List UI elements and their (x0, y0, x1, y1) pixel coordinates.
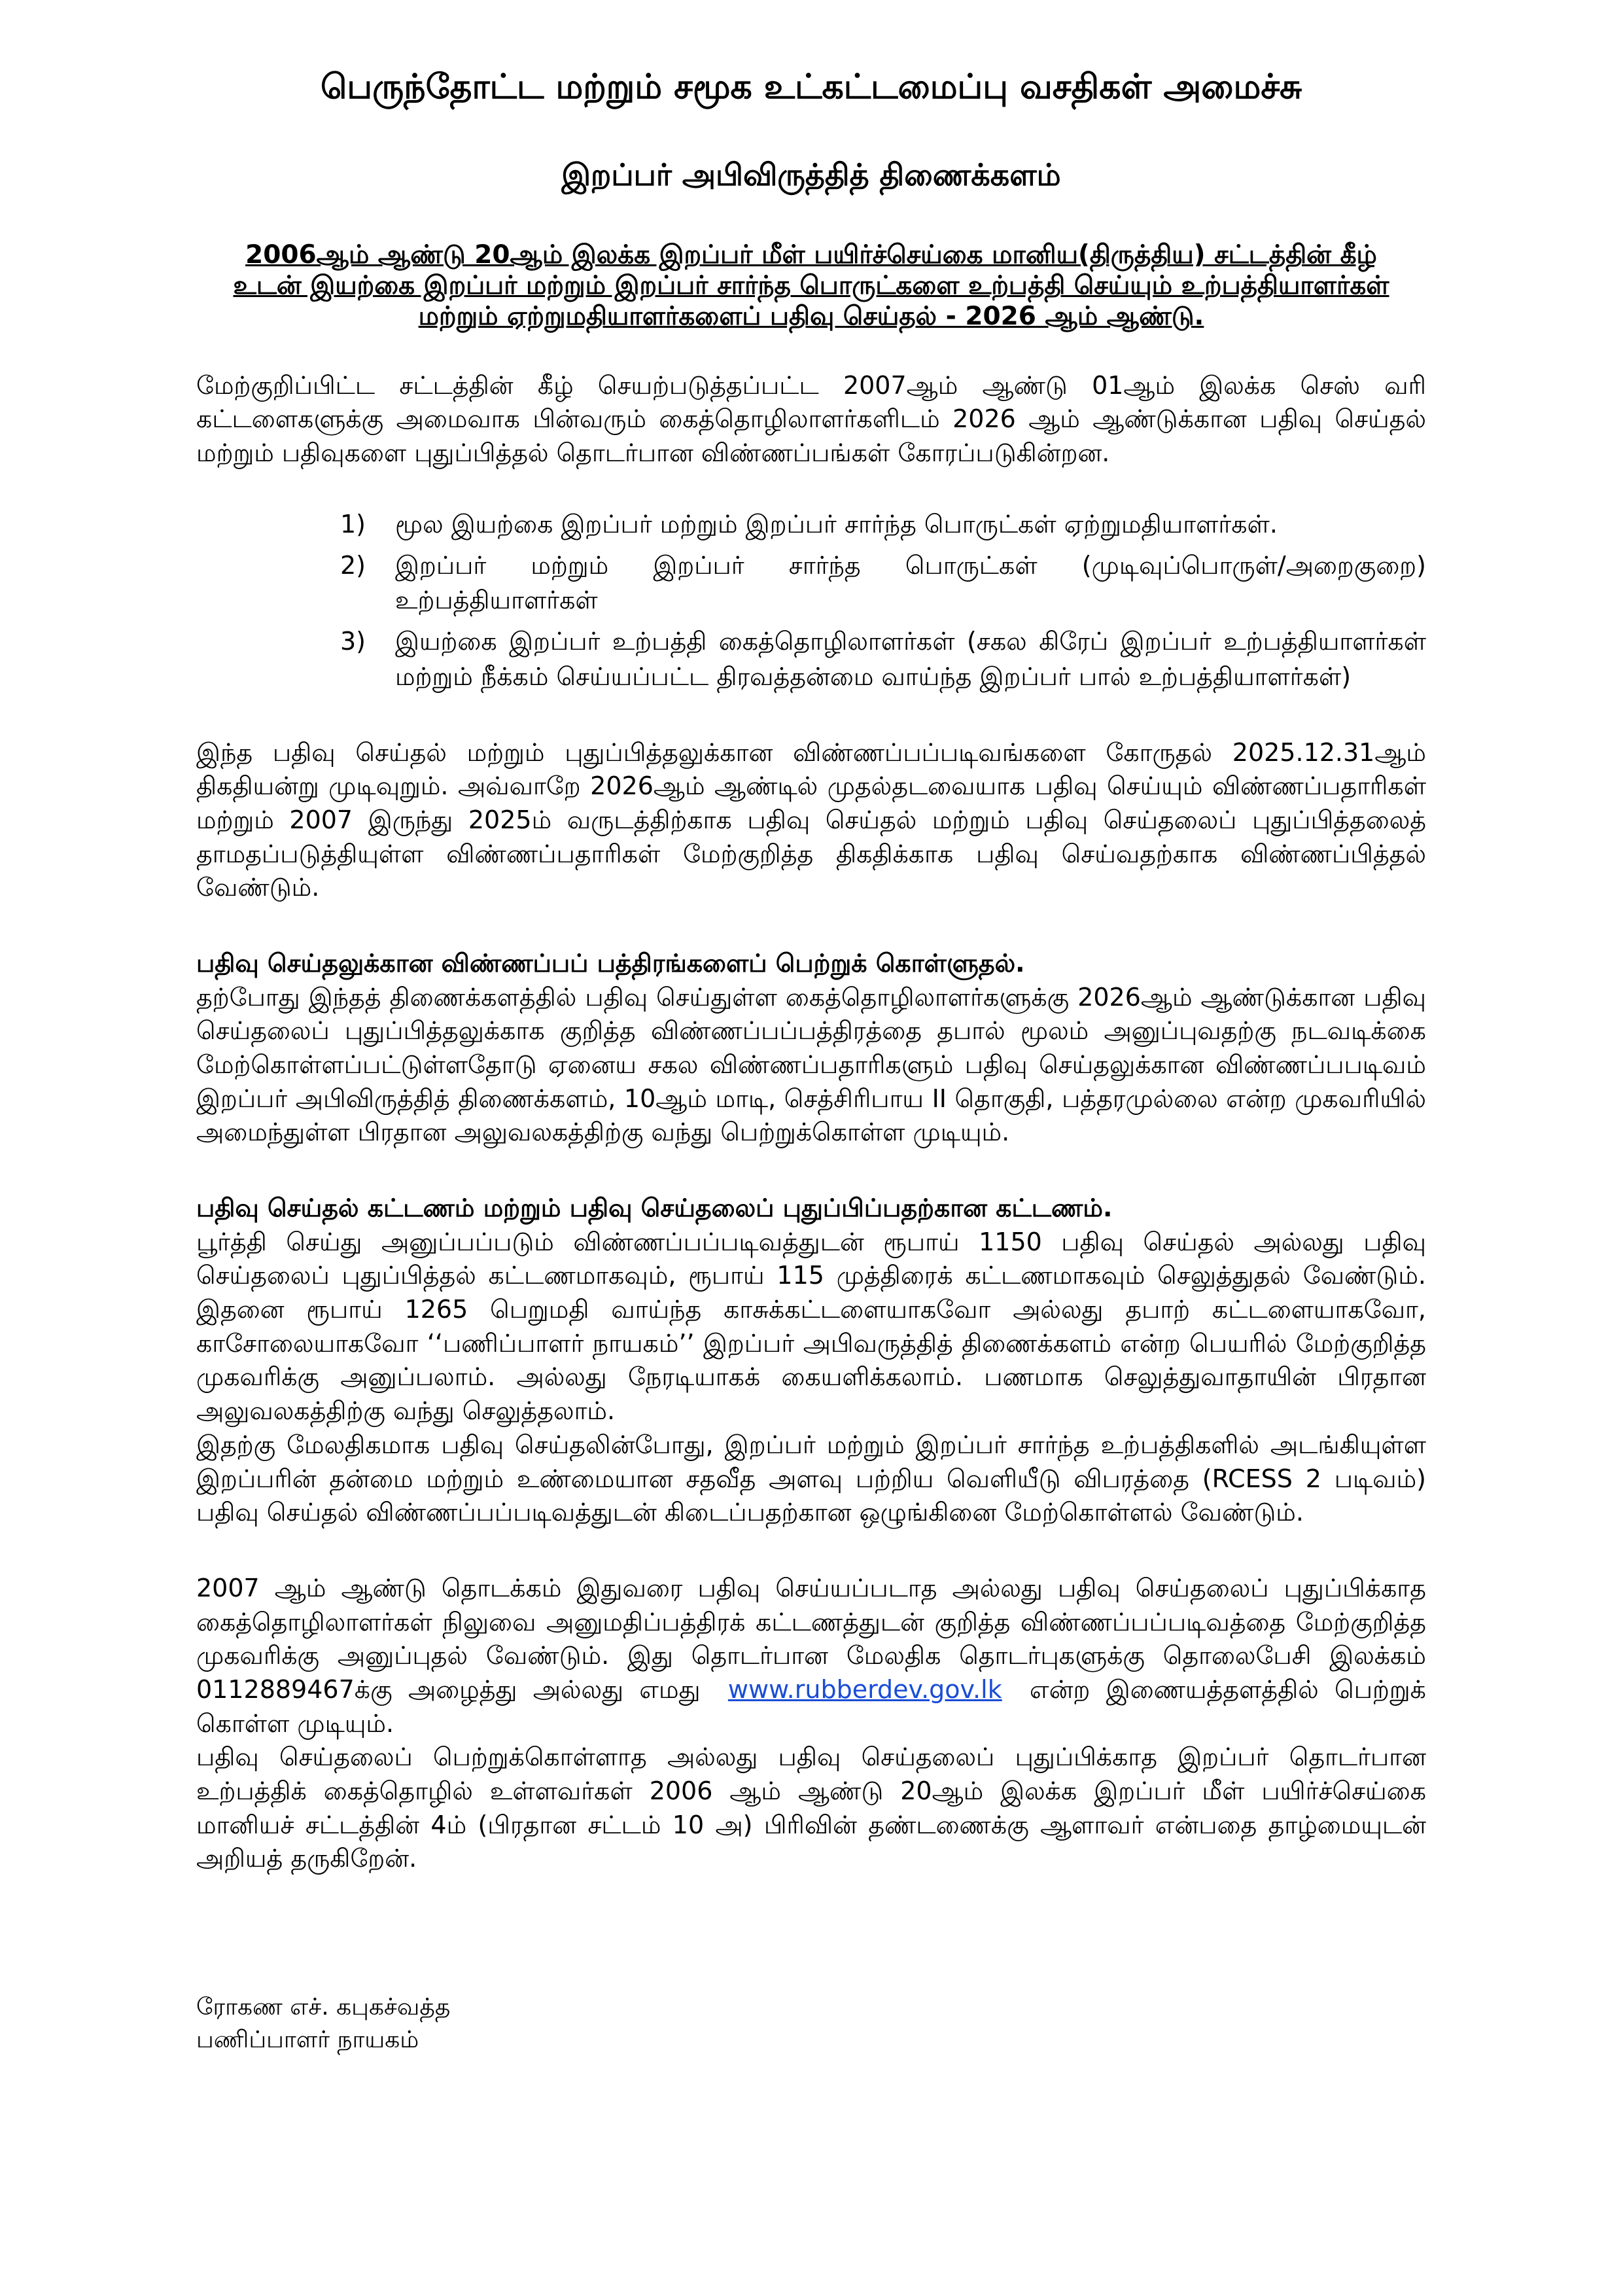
deadline-paragraph: இந்த பதிவு செய்தல் மற்றும் புதுப்பித்தலுக்கான விண்ணப்பப்படிவங்களை கோருதல் 2025.12.31ஆம் திகதியன்று முடிவுறும். அவ்வாறே 2026ஆம் ஆண்டில் முதல்தடவையாக பதிவு செய்யும் விண்ணப்பதாரிகள் மற்றும் 2007 இருந்து 2025ம் வருடத்திற்காக பதிவு செய்தல் மற்றும் பதிவு செய்தலைப் புதுப்பித்தலைத் தாமதப்படுத்தியுள்ள விண்ணப்பதாரிகள் மேற்குறித்த திகதிக்காக பதிவு செய்வதற்காக விண்ணப்பித்தல் வேண்டும். (196, 737, 1427, 902)
forms-section-text: தற்போது இந்தத் திணைக்களத்தில் பதிவு செய்துள்ள கைத்தொழிலாளர்களுக்கு 2026ஆம் ஆண்டுக்கான பதிவு செய்தலைப் புதுப்பித்தலுக்காக குறித்த விண்ணப்பப்பத்திரத்தை தபால் மூலம் அனுப்புவதற்கு நடவடிக்கை மேற்கொள்ளப்பட்டுள்ளதோடு ஏனைய சகல விண்ணப்பதாரிகளும் பதிவு செய்தலுக்கான விண்ணப்பபடிவம் இறப்பர் அபிவிருத்தித் திணைக்களம், 10ஆம் மாடி, செத்சிரிபாய II தொகுதி, பத்தரமுல்லை என்ற முகவரியில் அமைந்துள்ள பிரதான அலுவலகத்திற்கு வந்து பெற்றுக்கொள்ள முடியும். (196, 982, 1426, 1147)
list-item (196, 548, 1426, 618)
penalty-paragraph: பதிவு செய்தலைப் பெற்றுக்கொள்ளாத அல்லது பதிவு செய்தலைப் புதுப்பிக்காத இறப்பர் தொடர்பான உற்பத்திக் கைத்தொழில் உள்ளவர்கள் 2006 ஆம் ஆண்டு 20ஆம் இலக்க இறப்பர் மீள் பயிர்ச்செய்கை மானியச் சட்டத்தின் 4ம் (பிரதான சட்டம் 10 அ) பிரிவின் தண்டணைக்கு ஆளாவர் என்பதை தாழ்மையுடன் அறியத் தருகிறேன். (196, 1742, 1426, 1873)
list-item (196, 507, 1426, 542)
signatory-name: ரோகண எச். கபுகச்வத்த (196, 1993, 451, 2021)
list-item-number: 1) (340, 509, 366, 539)
list-item-text: இறப்பர் மற்றும் இறப்பர் சார்ந்த பொருட்கள் (முடிவுப்பொருள்/அறைகுறை) உற்பத்தியாளர்கள் (395, 550, 1426, 615)
department-title: இறப்பர் அபிவிருத்தித் திணைக்களம் (561, 156, 1061, 192)
forms-section-heading: பதிவு செய்தலுக்கான விண்ணப்பப் பத்திரங்களைப் பெற்றுக் கொள்ளுதல். (196, 949, 1025, 978)
signature-block (196, 1991, 1426, 2057)
list-item (196, 624, 1426, 694)
category-list (196, 507, 1426, 694)
list-item-number: 3) (340, 627, 366, 656)
closing-paragraph (196, 1572, 1426, 1740)
notice-heading: 2006ஆம் ஆண்டு 20ஆம் இலக்க இறப்பர் மீள் பயிர்ச்செய்கை மானிய(திருத்திய) சட்டத்தின் கீழ் உடன் இயற்கை இறப்பர் மற்றும் இறப்பர் சார்ந்த பொருட்களை உற்பத்தி செய்யும் உற்பத்தியாளர்கள் மற்றும் ஏற்றுமதியாளர்களைப் பதிவு செய்தல் - 2026 ஆம் ஆண்டு. (233, 240, 1389, 331)
rcess-paragraph: இதற்கு மேலதிகமாக பதிவு செய்தலின்போது, இறப்பர் மற்றும் இறப்பர் சார்ந்த உற்பத்திகளில் அடங்கியுள்ள இறப்பரின் தன்மை மற்றும் உண்மையான சதவீத அளவு பற்றிய வெளியீடு விபரத்தை (RCESS 2 படிவம்) பதிவு செய்தல் விண்ணப்பப்படிவத்துடன் கிடைப்பதற்கான ஒழுங்கினை மேற்கொள்ளல் வேண்டும். (196, 1430, 1426, 1527)
fee-section-heading: பதிவு செய்தல் கட்டணம் மற்றும் பதிவு செய்தலைப் புதுப்பிப்பதற்கான கட்டணம். (196, 1193, 1113, 1223)
notice-page (196, 65, 1426, 2057)
list-item-text: இயற்கை இறப்பர் உற்பத்தி கைத்தொழிலாளர்கள் (சகல கிரேப் இறப்பர் உற்பத்தியாளர்கள் மற்றும் நீக்கம் செய்யப்பட்ட திரவத்தன்மை வாய்ந்த இறப்பர் பால் உற்பத்தியாளர்கள்) (395, 627, 1426, 691)
website-link[interactable]: www.rubberdev.gov.lk (727, 1674, 1002, 1704)
list-item-number: 2) (340, 550, 366, 580)
fee-section-text: பூர்த்தி செய்து அனுப்பப்படும் விண்ணப்பப்படிவத்துடன் ரூபாய் 1150 பதிவு செய்தல் அல்லது பதிவு செய்தலைப் புதுப்பித்தல் கட்டணமாகவும், ரூபாய் 115 முத்திரைக் கட்டணமாகவும் செலுத்துதல் வேண்டும். இதனை ரூபாய் 1265 பெறுமதி வாய்ந்த காசுக்கட்டளையாகவோ அல்லது தபாற் கட்டளையாகவோ, காசோலையாகவோ ‘‘பணிப்பாளர் நாயகம்’’ இறப்பர் அபிவருத்தித் திணைக்களம் என்ற பெயரில் மேற்குறித்த முகவரிக்கு அனுப்பலாம். அல்லது நேரடியாகக் கையளிக்கலாம். பணமாக செலுத்துவாதாயின் பிரதான அலுவலகத்திற்கு வந்து செலுத்தலாம். (196, 1227, 1426, 1426)
website-suffix: என்ற இணையத்தளத்தில் பெற்றுக் கொள்ள முடியும். (196, 1674, 1426, 1738)
intro-paragraph: மேற்குறிப்பிட்ட சட்டத்தின் கீழ் செயற்படுத்தப்பட்ட 2007ஆம் ஆண்டு 01ஆம் இலக்க செஸ் வரி கட்டளைகளுக்கு அமைவாக பின்வரும் கைத்தொழிலாளர்களிடம் 2026 ஆம் ஆண்டுக்கான பதிவு செய்தல் மற்றும் பதிவுகளை புதுப்பித்தல் தொடர்பான விண்ணப்பங்கள் கோரப்படுகின்றன. (196, 370, 1426, 468)
website-prefix: எமது (639, 1674, 701, 1704)
ministry-title: பெருந்தோட்ட மற்றும் சமூக உட்கட்டமைப்பு வசதிகள் அமைச்சு (320, 67, 1302, 107)
closing-text: 2007 ஆம் ஆண்டு தொடக்கம் இதுவரை பதிவு செய்யப்படாத அல்லது பதிவு செய்தலைப் புதுப்பிக்காத கைத்தொழிலாளர்கள் நிலுவை அனுமதிப்பத்திரக் கட்டணத்துடன் குறித்த விண்ணப்பப்படிவத்தை மேற்குறித்த முகவரிக்கு அனுப்புதல் வேண்டும். இது தொடர்பான மேலதிக தொடர்புகளுக்கு தொலைபேசி இலக்கம் 0112889467க்கு அழைத்து அல்லது (196, 1573, 1426, 1704)
list-item-text: மூல இயற்கை இறப்பர் மற்றும் இறப்பர் சார்ந்த பொருட்கள் ஏற்றுமதியாளர்கள். (395, 509, 1278, 539)
signatory-title: பணிப்பாளர் நாயகம் (196, 2026, 419, 2054)
